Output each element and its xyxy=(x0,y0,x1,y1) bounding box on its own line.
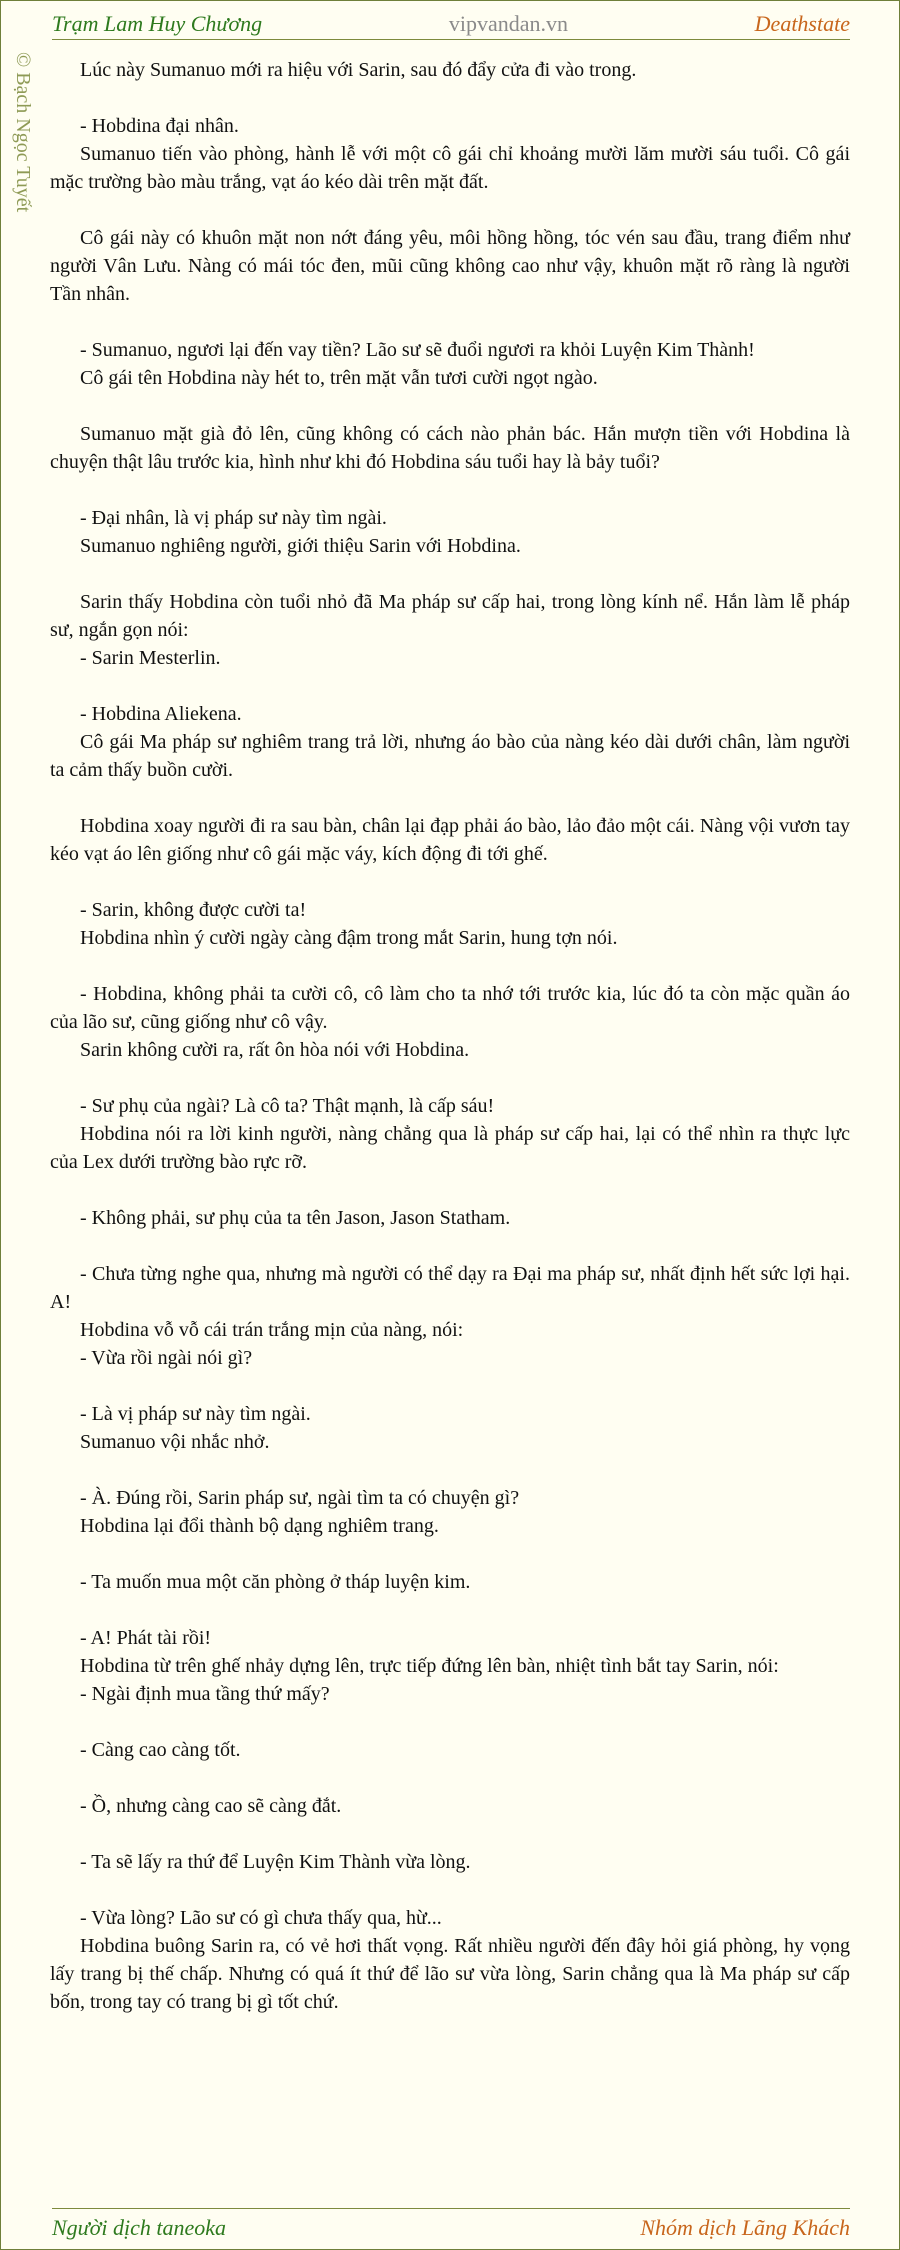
paragraph: - Chưa từng nghe qua, nhưng mà người có thể dạy ra Đại ma pháp sư, nhất định hết sức lợi hại. A! xyxy=(50,1263,850,1313)
paragraph: Sarin thấy Hobdina còn tuổi nhỏ đã Ma pháp sư cấp hai, trong lòng kính nể. Hắn làm lễ pháp sư, ngắn gọn nói: xyxy=(50,591,850,641)
paragraph: Sumanuo vội nhắc nhở. xyxy=(80,1431,270,1453)
paragraph: Hobdina nhìn ý cười ngày càng đậm trong mắt Sarin, hung tợn nói. xyxy=(80,927,618,949)
paragraph: - Đại nhân, là vị pháp sư này tìm ngài. xyxy=(80,507,387,529)
header-author: Deathstate xyxy=(754,11,850,36)
paragraph: Hobdina vỗ vỗ cái trán trắng mịn của nàng, nói: xyxy=(80,1319,464,1341)
paragraph: - Là vị pháp sư này tìm ngài. xyxy=(80,1403,311,1425)
paragraph: Hobdina lại đổi thành bộ dạng nghiêm trang. xyxy=(80,1515,439,1537)
page-header xyxy=(52,9,850,40)
paragraph: - Sumanuo, ngươi lại đến vay tiền? Lão sư sẽ đuổi ngươi ra khỏi Luyện Kim Thành! xyxy=(80,339,755,361)
paragraph: - Vừa rồi ngài nói gì? xyxy=(80,1347,253,1369)
copyright-text: © Bạch Ngọc Tuyết xyxy=(12,52,34,213)
paragraph: Hobdina buông Sarin ra, có vẻ hơi thất vọng. Rất nhiều người đến đây hỏi giá phòng, hy vọng lấy trang bị thế chấp. Nhưng có quá ít thứ để lão sư vừa lòng, Sarin chẳng qua là Ma pháp sư cấp bốn, trong tay có trang bị gì tốt chứ. xyxy=(50,1935,850,2013)
paragraph: - Vừa lòng? Lão sư có gì chưa thấy qua, hừ... xyxy=(80,1907,442,1929)
paragraph: - Ta muốn mua một căn phòng ở tháp luyện kim. xyxy=(80,1571,471,1593)
paragraph: - Ta sẽ lấy ra thứ để Luyện Kim Thành vừa lòng. xyxy=(80,1851,471,1873)
paragraph: - Ồ, nhưng càng cao sẽ càng đắt. xyxy=(80,1795,342,1817)
paragraph: Sumanuo tiến vào phòng, hành lễ với một cô gái chỉ khoảng mười lăm mười sáu tuổi. Cô gái mặc trường bào màu trắng, vạt áo kéo dài trên mặt đất. xyxy=(50,143,850,193)
header-site-name: vipvandan.vn xyxy=(448,11,568,36)
paragraph: - Hobdina Aliekena. xyxy=(80,703,242,725)
paragraph: - Sarin Mesterlin. xyxy=(80,647,221,669)
paragraph: Sumanuo mặt già đỏ lên, cũng không có cách nào phản bác. Hắn mượn tiền với Hobdina là chuyện thật lâu trước kia, hình như khi đó Hobdina sáu tuổi hay là bảy tuổi? xyxy=(50,423,850,473)
paragraph: - Sư phụ của ngài? Là cô ta? Thật mạnh, là cấp sáu! xyxy=(80,1095,495,1117)
paragraph: - Hobdina đại nhân. xyxy=(80,115,239,137)
paragraph: - Hobdina, không phải ta cười cô, cô làm cho ta nhớ tới trước kia, lúc đó ta còn mặc quần áo của lão sư, cũng giống như cô vậy. xyxy=(50,983,850,1033)
paragraph: - A! Phát tài rồi! xyxy=(80,1627,212,1649)
paragraph: - Không phải, sư phụ của ta tên Jason, Jason Statham. xyxy=(80,1207,511,1229)
paragraph: - Càng cao càng tốt. xyxy=(80,1739,241,1761)
copyright-sidebar xyxy=(10,52,38,302)
footer-group: Nhóm dịch Lãng Khách xyxy=(640,2215,850,2240)
chapter-body xyxy=(50,56,850,2016)
paragraph: Cô gái này có khuôn mặt non nớt đáng yêu, môi hồng hồng, tóc vén sau đầu, trang điểm như người Vân Lưu. Nàng có mái tóc đen, mũi cũng không cao như vậy, khuôn mặt rõ ràng là người Tần nhân. xyxy=(50,227,850,305)
paragraph: Sumanuo nghiêng người, giới thiệu Sarin với Hobdina. xyxy=(80,535,521,557)
page-footer xyxy=(52,2208,850,2243)
header-book-title: Trạm Lam Huy Chương xyxy=(52,11,263,36)
paragraph: Cô gái tên Hobdina này hét to, trên mặt vẫn tươi cười ngọt ngào. xyxy=(80,367,598,389)
footer-translator: Người dịch taneoka xyxy=(52,2215,227,2240)
paragraph: Cô gái Ma pháp sư nghiêm trang trả lời, nhưng áo bào của nàng kéo dài dưới chân, làm người ta cảm thấy buồn cười. xyxy=(50,731,850,781)
paragraph: Sarin không cười ra, rất ôn hòa nói với Hobdina. xyxy=(80,1039,470,1061)
paragraph: - À. Đúng rồi, Sarin pháp sư, ngài tìm ta có chuyện gì? xyxy=(80,1487,520,1509)
paragraph: - Ngài định mua tầng thứ mấy? xyxy=(80,1683,330,1705)
paragraph: Lúc này Sumanuo mới ra hiệu với Sarin, sau đó đẩy cửa đi vào trong. xyxy=(80,59,637,81)
paragraph: Hobdina nói ra lời kinh người, nàng chẳng qua là pháp sư cấp hai, lại có thể nhìn ra thực lực của Lex dưới trường bào rực rỡ. xyxy=(50,1123,850,1173)
paragraph: Hobdina xoay người đi ra sau bàn, chân lại đạp phải áo bào, lảo đảo một cái. Nàng vội vươn tay kéo vạt áo lên giống như cô gái mặc váy, kích động đi tới ghế. xyxy=(50,815,850,865)
paragraph: - Sarin, không được cười ta! xyxy=(80,899,307,921)
paragraph: Hobdina từ trên ghế nhảy dựng lên, trực tiếp đứng lên bàn, nhiệt tình bắt tay Sarin, nói: xyxy=(80,1655,779,1677)
